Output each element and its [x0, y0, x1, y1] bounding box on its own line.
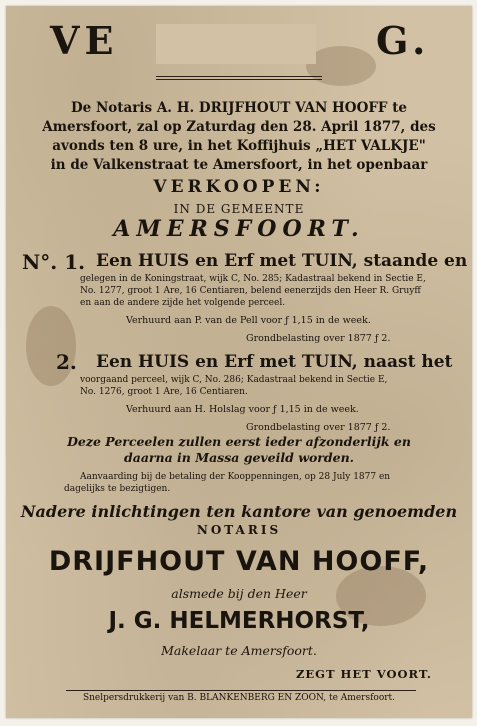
lot1-desc-3: en aan de andere zijde het volgende perceel. [80, 298, 286, 308]
lot1-desc-1: gelegen in de Koningstraat, wijk C, No. 285; Kadastraal bekend in Sectie E, [80, 274, 426, 284]
torn-area [156, 24, 316, 64]
masthead-left: VE [50, 18, 119, 63]
lot2-desc-1: voorgaand perceel, wijk C, No. 286; Kadastraal bekend in Sectie E, [80, 375, 388, 385]
lot2-heading: Een HUIS en Erf met TUIN, naast het [96, 352, 453, 372]
broker-name: J. G. HELMERHORST, [108, 608, 370, 634]
stain [26, 306, 76, 386]
makelaar-line: Makelaar te Amersfoort. [161, 643, 317, 658]
lot2-desc-2: No. 1276, groot 1 Are, 16 Centiaren. [80, 387, 248, 397]
stain [306, 46, 376, 86]
nadere-line: Nadere inlichtingen ten kantore van genoemden [20, 502, 458, 521]
notaris-label: NOTARIS [196, 523, 282, 537]
lot1-number: N°. 1. [22, 250, 86, 274]
gemeente-label: IN DE GEMEENTE [173, 202, 305, 216]
masthead-right: G. [376, 18, 431, 63]
aanvaarding-2: dagelijks te bezigtigen. [64, 484, 171, 494]
city-heading: AMERSFOORT. [113, 216, 365, 242]
auction-note-1: Deze Perceelen zullen eerst ieder afzonderlijk en [67, 434, 411, 449]
ornamental-rule [156, 76, 322, 80]
lot2-number: 2. [56, 350, 77, 374]
notary-name: DRIJFHOUT VAN HOOFF, [48, 546, 430, 577]
intro-line-1: De Notaris A. H. DRIJFHOUT VAN HOOFF te [70, 100, 408, 116]
lot2-rent: Verhuurd aan H. Holslag voor ƒ 1,15 in de week. [126, 404, 359, 415]
lot1-tax: Grondbelasting over 1877 ƒ 2. [246, 333, 391, 344]
lot1-rent: Verhuurd aan P. van de Pell voor ƒ 1,15 in de week. [126, 315, 371, 326]
lot1-desc-2: No. 1277, groot 1 Are, 16 Centiaren, belend eenerzijds den Heer R. Gruyff [80, 286, 421, 296]
verkoopen-heading: VERKOOPEN: [153, 177, 325, 197]
zegt-het-voort: ZEGT HET VOORT. [296, 667, 432, 681]
lot2-tax: Grondbelasting over 1877 ƒ 2. [246, 422, 391, 433]
lot1-heading: Een HUIS en Erf met TUIN, staande en [96, 251, 468, 271]
footer-rule [66, 690, 416, 691]
intro-line-2: Amersfoort, zal op Zaturdag den 28. April 1877, des [42, 119, 436, 135]
poster-sheet [6, 6, 472, 718]
aanvaarding-1: Aanvaarding bij de betaling der Kooppenningen, op 28 July 1877 en [80, 472, 391, 482]
printer-imprint: Snelpersdrukkerij van B. BLANKENBERG EN ZOON, te Amersfoort. [82, 693, 396, 703]
alsmede-line: alsmede bij den Heer [171, 586, 307, 601]
intro-line-4: in de Valkenstraat te Amersfoort, in het openbaar [50, 157, 428, 173]
intro-line-3: avonds ten 8 ure, in het Koffijhuis „HET VALKJE" [52, 138, 426, 154]
auction-note-2: daarna in Massa geveild worden. [123, 450, 355, 465]
